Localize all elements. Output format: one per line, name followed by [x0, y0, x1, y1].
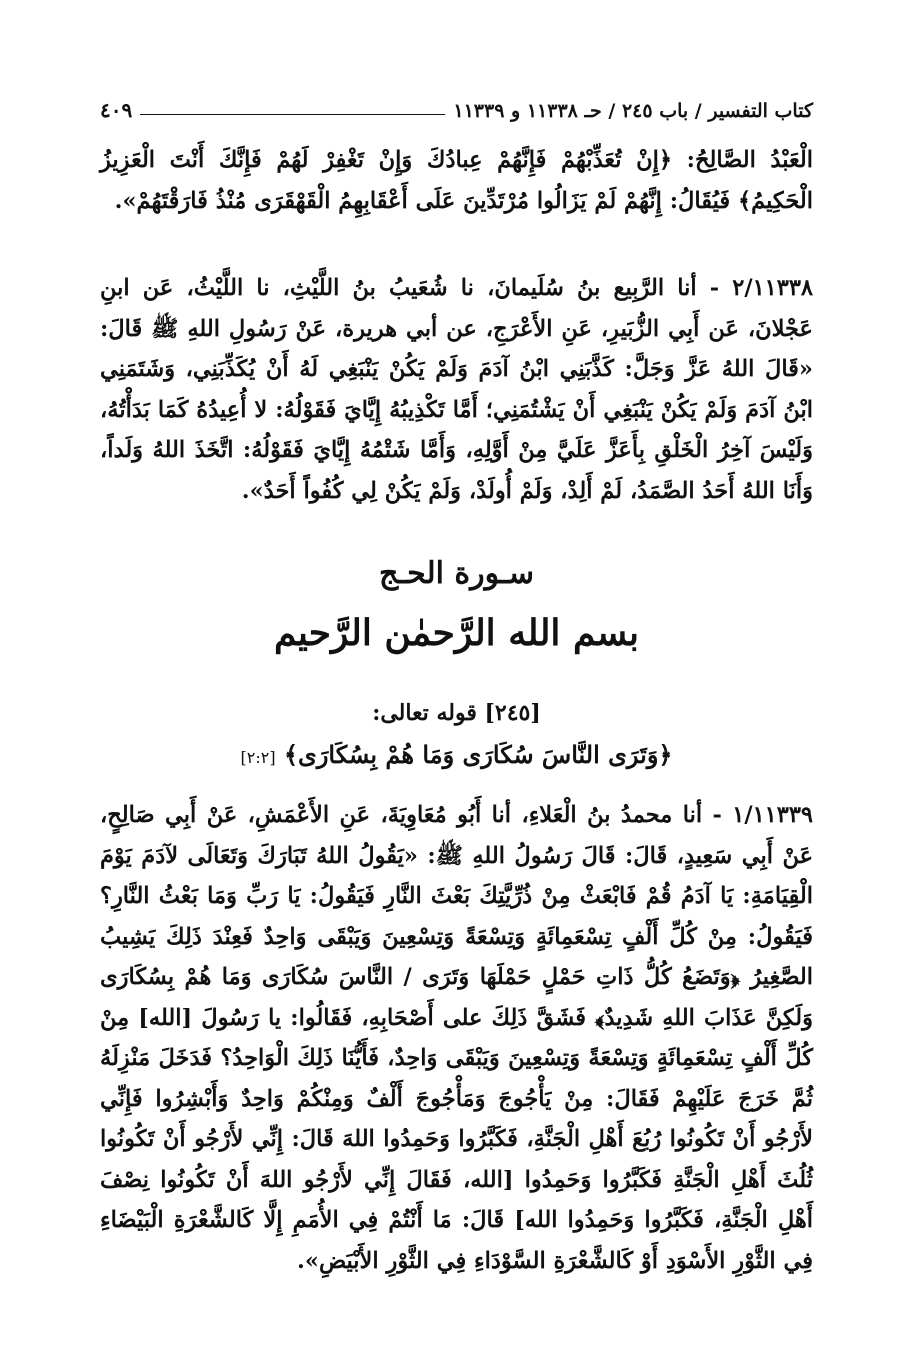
hadith-text: - أنا محمدُ بنُ الْعَلاءِ، أنا أَبُو مُعَاوِيَةَ، عَنِ الأَعْمَشِ، عَنْ أَبِي صَالِحٍ، عَنْ أَبِي سَعِيدٍ، قَالَ: قَالَ رَسُولُ اللهِ ﷺ: «يَقُولُ اللهُ تَبَارَكَ وَتَعَالَى لآدَمَ يَوْمَ الْقِيَامَةِ: يَا آدَمُ قُمْ فَابْعَثْ مِنْ ذُرِّيَّتِكَ بَعْثَ النَّارِ فَيَقُولُ: يَا رَبِّ وَمَا بَعْثُ النَّارِ؟ فَيَقُولُ: مِنْ كُلِّ أَلْفٍ تِسْعَمِائَةٍ وَتِسْعَةً وَتِسْعِينَ وَيَبْقَى وَاحِدٌ فَعِنْدَ ذَلِكَ يَشِيبُ الصَّغِيرُ ﴿وَتَضَعُ كُلُّ ذَاتِ حَمْلٍ حَمْلَهَا وَتَرَى / النَّاسَ سُكَارَى وَمَا هُمْ بِسُكَارَى وَلَكِنَّ عَذَابَ اللهِ شَدِيدٌ﴾ فَشَقَّ ذَلِكَ على أَصْحَابِهِ، فَقَالُوا: يا رَسُولَ [الله] مِنْ كُلِّ أَلْفٍ تِسْعَمِائَةٍ وَتِسْعَةً وَتِسْعِينَ وَيَبْقَى وَاحِدٌ، فَأَيُّنَا ذَلِكَ الْوَاحِدُ؟ فَدَخَلَ مَنْزِلَهُ ثُمَّ خَرَجَ عَلَيْهِمْ فَقَالَ: مِنْ يَأْجُوجَ وَمَأْجُوجَ أَلْفٌ وَمِنْكُمْ وَاحِدٌ وَأَبْشِرُوا فَإِنِّي لأَرْجُو أَنْ تَكُونُوا رُبُعَ أَهْلِ الْجَنَّةِ، فَكَبَّرُوا وَحَمِدُوا اللهَ قَالَ: إِنِّي لأَرْجُو أَنْ تَكُونُوا ثُلُثَ أَهْلِ الْجَنَّةِ فَكَبَّرُوا وَحَمِدُوا [الله، فَقَالَ إِنِّي لأَرْجُو اللهَ أَنْ تَكُونُوا نِصْفَ أَهْلِ الْجَنَّةِ، فَكَبَّرُوا وَحَمِدُوا الله] قَالَ: مَا أَنْتُمْ فِي الأُمَمِ إِلَّا كَالشَّعْرَةِ الْبَيْضَاءِ فِي الثَّوْرِ الأَسْوَدِ أَوْ كَالشَّعْرَةِ السَّوْدَاءِ فِي الثَّوْرِ الأَبْيَضِ».	[100, 802, 813, 1274]
header-rule	[140, 114, 445, 115]
hadith-number: ١/١١٣٣٩	[732, 802, 813, 828]
page-number: ٤٠٩	[100, 98, 133, 122]
hadith-11338	[100, 268, 813, 511]
hadith-11339	[100, 795, 813, 1281]
verse-reference: [٢:٢]	[240, 748, 276, 767]
running-header	[100, 88, 813, 122]
header-title: كتاب التفسير / باب ٢٤٥ / حـ ١١٣٣٨ و ١١٣٣٩	[453, 100, 813, 122]
surah-title: سـورة الحـج	[378, 556, 535, 591]
section-heading: [٢٤٥] قوله تعالى:	[372, 700, 541, 726]
verse-text: ﴿وَتَرَى النَّاسَ سُكَارَى وَمَا هُمْ بِسُكَارَى﴾	[283, 740, 673, 769]
hadith-text: - أنا الرَّبِيع بنُ سُلَيمانَ، نا شُعَيبُ بنُ اللَّيْثِ، نا اللَّيْثُ، عَن ابنِ عَجْلانَ، عَن أَبِي الزُّبَيرِ، عَنِ الأَعْرَجِ، عن أبي هريرة، عَنْ رَسُولِ اللهِ ﷺ قَالَ: «قَالَ اللهُ عَزَّ وَجَلَّ: كَذَّبَنِي ابْنُ آدَمَ وَلَمْ يَكُنْ يَنْبَغِي لَهُ أَنْ يُكَذِّبَنِي، وَشَتَمَنِي ابْنُ آدَمَ وَلَمْ يَكُنْ يَنْبَغِي أَنْ يَشْتُمَنِي؛ أَمَّا تَكْذِيبُهُ إِيَّايَ فَقَوْلُهُ: لا أُعِيدُهُ كَمَا بَدَأْتُهُ، وَلَيْسَ آخِرُ الْخَلْقِ بِأَعَزَّ عَلَيَّ مِنْ أَوَّلِهِ، وَأَمَّا شَتْمُهُ إِيَّايَ فَقَوْلُهُ: اتَّخَذَ اللهُ وَلَداً، وَأَنَا اللهُ أَحَدُ الصَّمَدُ، لَمْ أَلِدْ، وَلَمْ أُولَدْ، وَلَمْ يَكُنْ لِي كُفُواً أَحَدٌ».	[100, 275, 813, 504]
hadith-number: ٢/١١٣٣٨	[732, 275, 813, 301]
continuation-text: الْعَبْدُ الصَّالِحُ: ﴿إِنْ تُعَذِّبْهُمْ فَإِنَّهُمْ عِبادُكَ وَإِنْ تَغْفِرْ لَهُمْ فَإِنَّكَ أَنْتَ الْعَزِيزُ الْحَكِيمُ﴾ فَيُقَالُ: إِنَّهُمْ لَمْ يَزَالُوا مُرْتَدِّينَ عَلَى أَعْقَابِهِمُ الْقَهْقَرَى مُنْذُ فَارَقْتَهُمْ».	[100, 147, 813, 214]
quran-verse	[100, 740, 813, 769]
continuation-paragraph	[100, 140, 813, 221]
basmala: بسم الله الرَّحمٰن الرَّحيم	[273, 612, 640, 654]
